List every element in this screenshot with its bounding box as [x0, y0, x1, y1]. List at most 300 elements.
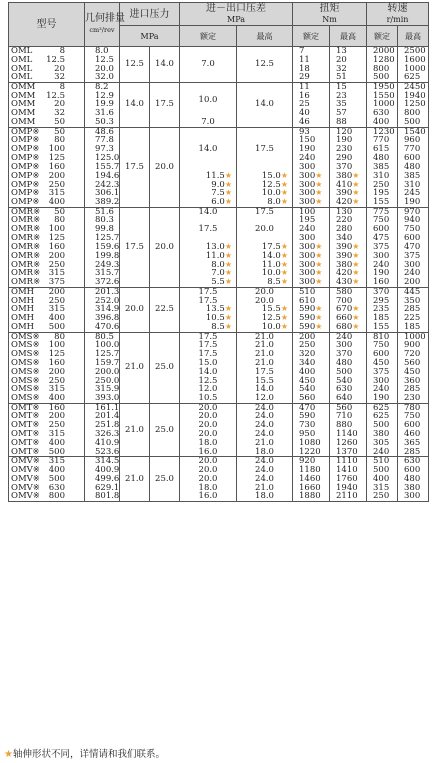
model-name: OMV※	[11, 473, 40, 484]
speed-rated-cell: 240	[367, 261, 398, 270]
table-row	[9, 47, 429, 56]
model-size: 160	[48, 357, 65, 368]
speed-rated-cell: 250	[367, 492, 398, 501]
torque-max-cell: 20	[330, 56, 367, 65]
diff-max-cell: 15.5★	[237, 305, 293, 314]
torque-rated-cell: 920	[293, 457, 330, 466]
displacement-cell: 315.9	[85, 385, 120, 394]
torque-rated-cell: 1220	[293, 448, 330, 457]
diff-max-cell: 24.0	[237, 403, 293, 412]
model-name: OMS※	[11, 393, 40, 404]
inlet-max-cell: 20.0	[150, 127, 180, 207]
displacement-cell: 251.8	[85, 421, 120, 430]
diff-rated-cell: 15.0	[180, 359, 237, 368]
inlet-rated-cell: 14.0	[120, 82, 150, 127]
torque-rated-cell: 450	[293, 376, 330, 385]
model-group	[9, 207, 429, 287]
torque-max-cell: 390★	[330, 189, 367, 198]
model-size: 375	[48, 277, 65, 288]
star-icon: ★	[224, 313, 232, 323]
model-size: 50	[54, 206, 65, 217]
diff-rated-cell: 13.0★	[180, 243, 237, 252]
displacement-cell: 393.0	[85, 394, 120, 403]
table-row	[9, 430, 429, 439]
diff-max-cell: 21.0	[237, 350, 293, 359]
diff-rated-cell: 20.0	[180, 466, 237, 475]
model-cell	[9, 287, 85, 296]
torque-max-cell: 88	[330, 118, 367, 127]
speed-max-cell: 750	[398, 412, 429, 421]
header-torque-max: 最高	[330, 26, 367, 47]
speed-rated-cell: 1550	[367, 91, 398, 100]
diff-rated-cell: 16.0	[180, 448, 237, 457]
speed-rated-cell: 630	[367, 109, 398, 118]
model-name: OMS※	[11, 375, 40, 386]
torque-max-cell: 300	[330, 341, 367, 350]
speed-rated-cell: 2000	[367, 47, 398, 56]
diff-max-cell: 21.0	[237, 359, 293, 368]
diff-max-cell: 24.0	[237, 475, 293, 484]
speed-max-cell: 385	[398, 172, 429, 181]
displacement-cell: 19.9	[85, 100, 120, 109]
table-row	[9, 439, 429, 448]
speed-rated-cell: 510	[367, 457, 398, 466]
model-name: OMP※	[11, 144, 40, 155]
model-size: 400	[48, 197, 65, 208]
star-icon: ★	[315, 259, 323, 269]
model-size: 125	[48, 349, 65, 360]
model-name: OMT※	[11, 402, 40, 413]
speed-max-cell: 970	[398, 207, 429, 216]
model-name: OMP※	[11, 126, 40, 137]
star-icon: ★	[224, 197, 232, 207]
header-torque-rated: 额定	[293, 26, 330, 47]
torque-max-cell: 370	[330, 350, 367, 359]
speed-max-cell: 300	[398, 261, 429, 270]
model-size: 8	[59, 81, 65, 92]
torque-rated-cell: 100	[293, 207, 330, 216]
torque-max-cell: 32	[330, 64, 367, 73]
displacement-cell: 470.6	[85, 323, 120, 332]
model-name: OMT※	[11, 420, 40, 431]
table-row	[9, 341, 429, 350]
speed-rated-cell: 310	[367, 172, 398, 181]
displacement-cell: 155.7	[85, 163, 120, 172]
displacement-cell: 306.1	[85, 189, 120, 198]
torque-max-cell: 1260	[330, 439, 367, 448]
diff-max-cell: 14.0★	[237, 252, 293, 261]
torque-rated-cell: 400	[293, 368, 330, 377]
model-name: OMR※	[11, 259, 41, 270]
displacement-cell: 97.3	[85, 145, 120, 154]
header-diff-rated: 额定	[180, 26, 237, 47]
table-row	[9, 368, 429, 377]
speed-rated-cell: 185	[367, 314, 398, 323]
table-row	[9, 323, 429, 332]
speed-max-cell: 460	[398, 430, 429, 439]
speed-rated-cell: 625	[367, 412, 398, 421]
speed-rated-cell: 155	[367, 323, 398, 332]
speed-rated-cell: 190	[367, 269, 398, 278]
model-group	[9, 287, 429, 332]
diff-rated-cell: 8.0★	[180, 261, 237, 270]
displacement-cell: 372.6	[85, 278, 120, 287]
speed-max-cell: 780	[398, 403, 429, 412]
model-size: 160	[48, 161, 65, 172]
model-cell	[9, 118, 85, 127]
displacement-cell: 315.7	[85, 269, 120, 278]
star-icon: ★	[352, 170, 360, 180]
speed-rated-cell: 380	[367, 430, 398, 439]
speed-rated-cell: 240	[367, 448, 398, 457]
star-icon: ★	[352, 197, 360, 207]
model-name: OMR※	[11, 224, 41, 235]
diff-max-cell: 24.0	[237, 430, 293, 439]
star-icon: ★	[315, 241, 323, 251]
star-icon: ★	[315, 170, 323, 180]
speed-rated-cell: 160	[367, 278, 398, 287]
model-size: 250	[48, 179, 65, 190]
diff-rated-cell: 17.5	[180, 287, 237, 296]
torque-rated-cell: 590★	[293, 305, 330, 314]
displacement-cell: 389.2	[85, 198, 120, 207]
table-row	[9, 457, 429, 466]
torque-rated-cell: 240	[293, 154, 330, 163]
torque-max-cell: 340	[330, 234, 367, 243]
displacement-cell: 32.0	[85, 73, 120, 82]
header-model: 型号	[9, 3, 85, 47]
diff-max-cell: 18.0	[237, 448, 293, 457]
inlet-max-cell: 22.5	[150, 287, 180, 332]
header-diff-max: 最高	[237, 26, 293, 47]
speed-max-cell: 1940	[398, 91, 429, 100]
displacement-cell: 252.0	[85, 296, 120, 305]
speed-rated-cell: 810	[367, 332, 398, 341]
torque-max-cell: 480	[330, 359, 367, 368]
displacement-cell: 201.4	[85, 412, 120, 421]
model-name: OMS※	[11, 357, 40, 368]
star-icon: ★	[352, 313, 360, 323]
displacement-cell: 125.7	[85, 234, 120, 243]
speed-rated-cell: 1280	[367, 56, 398, 65]
model-size: 250	[48, 295, 65, 306]
speed-max-cell: 285	[398, 448, 429, 457]
torque-rated-cell: 510	[293, 287, 330, 296]
speed-rated-cell: 600	[367, 225, 398, 234]
diff-max-cell: 17.5	[237, 127, 293, 171]
inlet-max-cell: 25.0	[150, 332, 180, 403]
model-name: OMM	[11, 117, 36, 127]
torque-max-cell: 430★	[330, 278, 367, 287]
diff-rated-cell: 17.5	[180, 296, 237, 305]
diff-max-cell: 10.0★	[237, 323, 293, 332]
header-inlet-pressure: 进口压力	[120, 3, 180, 26]
star-icon: ★	[280, 250, 288, 260]
model-size: 80	[54, 331, 65, 342]
star-icon: ★	[280, 241, 288, 251]
speed-rated-cell: 370	[367, 287, 398, 296]
torque-rated-cell: 590★	[293, 323, 330, 332]
displacement-cell: 499.6	[85, 475, 120, 484]
star-icon: ★	[352, 277, 360, 287]
star-icon: ★	[280, 268, 288, 278]
speed-max-cell: 230	[398, 394, 429, 403]
diff-max-cell: 20.0	[237, 216, 293, 243]
model-name: OML	[11, 63, 33, 74]
model-size: 315	[48, 384, 65, 395]
speed-rated-cell: 475	[367, 234, 398, 243]
star-icon: ★	[352, 304, 360, 314]
diff-max-cell: 20.0	[237, 296, 293, 305]
speed-max-cell: 185	[398, 323, 429, 332]
header-inlet-unit: MPa	[120, 26, 180, 47]
diff-rated-cell: 6.0★	[180, 198, 237, 207]
torque-max-cell: 680★	[330, 323, 367, 332]
star-icon: ★	[4, 749, 13, 760]
star-icon: ★	[352, 321, 360, 331]
model-name: OMM	[11, 90, 36, 101]
torque-max-cell: 380★	[330, 172, 367, 181]
torque-max-cell: 1140	[330, 430, 367, 439]
diff-max-cell: 12.0	[237, 394, 293, 403]
model-size: 315	[48, 268, 65, 279]
torque-max-cell: 710	[330, 412, 367, 421]
torque-max-cell: 280	[330, 225, 367, 234]
model-name: OML	[11, 54, 33, 65]
diff-max-cell: 21.0	[237, 484, 293, 493]
model-size: 400	[48, 313, 65, 324]
displacement-cell: 249.3	[85, 261, 120, 270]
speed-rated-cell: 600	[367, 350, 398, 359]
model-size: 100	[48, 340, 65, 351]
diff-max-cell: 20.0	[237, 287, 293, 296]
model-size: 32	[54, 72, 65, 83]
model-name: OMP※	[11, 135, 40, 146]
model-name: OMH	[11, 321, 35, 332]
torque-max-cell: 700	[330, 296, 367, 305]
torque-rated-cell: 240	[293, 225, 330, 234]
diff-rated-cell: 7.5★	[180, 189, 237, 198]
torque-rated-cell: 1660	[293, 484, 330, 493]
speed-max-cell: 720	[398, 350, 429, 359]
speed-max-cell: 200	[398, 278, 429, 287]
torque-max-cell: 630	[330, 385, 367, 394]
torque-rated-cell: 560	[293, 394, 330, 403]
torque-max-cell: 1940	[330, 484, 367, 493]
model-size: 50	[54, 126, 65, 137]
torque-rated-cell: 300★	[293, 198, 330, 207]
model-size: 32	[54, 108, 65, 119]
diff-rated-cell: 10.0	[180, 82, 237, 118]
torque-rated-cell: 1080	[293, 439, 330, 448]
diff-max-cell: 11.0★	[237, 261, 293, 270]
star-icon: ★	[315, 304, 323, 314]
torque-rated-cell: 300★	[293, 189, 330, 198]
model-name: OMH	[11, 313, 35, 324]
diff-max-cell: 15.5	[237, 376, 293, 385]
torque-rated-cell: 300★	[293, 180, 330, 189]
model-cell	[9, 492, 85, 501]
speed-max-cell: 625	[398, 73, 429, 82]
table-row	[9, 198, 429, 207]
model-name: OMS※	[11, 349, 40, 360]
torque-rated-cell: 300★	[293, 278, 330, 287]
displacement-cell: 159.7	[85, 359, 120, 368]
model-size: 250	[48, 259, 65, 270]
diff-rated-cell: 14.0	[180, 127, 237, 171]
star-icon: ★	[224, 188, 232, 198]
table-row	[9, 278, 429, 287]
speed-max-cell: 750	[398, 225, 429, 234]
inlet-max-cell: 17.5	[150, 82, 180, 127]
diff-max-cell: 10.0★	[237, 189, 293, 198]
star-icon: ★	[315, 197, 323, 207]
table-row	[9, 359, 429, 368]
displacement-cell: 194.6	[85, 172, 120, 181]
torque-rated-cell: 590	[293, 412, 330, 421]
star-icon: ★	[280, 188, 288, 198]
displacement-cell: 326.3	[85, 430, 120, 439]
model-size: 500	[48, 446, 65, 457]
torque-rated-cell: 11	[293, 56, 330, 65]
torque-max-cell: 640	[330, 394, 367, 403]
header-disp-unit: cm³/rev	[89, 26, 115, 34]
table-row	[9, 403, 429, 412]
diff-max-cell: 24.0	[237, 457, 293, 466]
table-row	[9, 376, 429, 385]
speed-max-cell: 365	[398, 439, 429, 448]
displacement-cell: 396.8	[85, 314, 120, 323]
model-size: 315	[48, 456, 65, 467]
inlet-max-cell: 20.0	[150, 207, 180, 287]
speed-rated-cell: 625	[367, 403, 398, 412]
diff-max-cell: 8.0★	[237, 198, 293, 207]
diff-max-cell: 14.0	[237, 385, 293, 394]
model-name: OMT※	[11, 438, 40, 448]
model-size: 8	[59, 46, 65, 56]
diff-rated-cell: 11.0★	[180, 252, 237, 261]
star-icon: ★	[224, 179, 232, 189]
model-name: OMS※	[11, 384, 40, 395]
torque-rated-cell: 1180	[293, 466, 330, 475]
torque-rated-cell: 730	[293, 421, 330, 430]
torque-rated-cell: 40	[293, 109, 330, 118]
model-size: 250	[48, 420, 65, 431]
torque-rated-cell: 190	[293, 145, 330, 154]
model-size: 500	[48, 473, 65, 484]
speed-rated-cell: 400	[367, 475, 398, 484]
model-size: 50	[54, 117, 65, 127]
displacement-cell: 12.9	[85, 91, 120, 100]
table-row	[9, 82, 429, 91]
torque-rated-cell: 250	[293, 341, 330, 350]
speed-max-cell: 480	[398, 163, 429, 172]
model-name: OMR※	[11, 233, 41, 244]
footnote: ★轴伸形状不同，详情请和我们联系。	[4, 749, 165, 760]
star-icon: ★	[280, 197, 288, 207]
star-icon: ★	[352, 188, 360, 198]
speed-max-cell: 1250	[398, 100, 429, 109]
displacement-cell: 12.5	[85, 56, 120, 65]
speed-max-cell: 375	[398, 252, 429, 261]
speed-max-cell: 2500	[398, 47, 429, 56]
diff-max-cell: 17.5	[237, 207, 293, 216]
star-icon: ★	[280, 277, 288, 287]
model-name: OML	[11, 46, 33, 56]
torque-max-cell: 500	[330, 368, 367, 377]
diff-max-cell: 21.0	[237, 332, 293, 341]
speed-max-cell: 1000	[398, 64, 429, 73]
torque-max-cell: 420★	[330, 269, 367, 278]
model-size: 200	[48, 366, 65, 377]
inlet-max-cell: 25.0	[150, 457, 180, 502]
model-cell	[9, 323, 85, 332]
star-icon: ★	[224, 170, 232, 180]
torque-max-cell: 370	[330, 163, 367, 172]
model-size: 400	[48, 465, 65, 476]
speed-rated-cell: 190	[367, 394, 398, 403]
speed-rated-cell: 300	[367, 252, 398, 261]
diff-max-cell: 24.0	[237, 466, 293, 475]
model-size: 315	[48, 304, 65, 315]
displacement-cell: 80.5	[85, 332, 120, 341]
speed-rated-cell: 385	[367, 163, 398, 172]
model-group	[9, 457, 429, 502]
model-group	[9, 332, 429, 403]
torque-rated-cell: 7	[293, 47, 330, 56]
inlet-rated-cell: 17.5	[120, 127, 150, 207]
displacement-cell: 51.6	[85, 207, 120, 216]
model-name: OML	[11, 72, 33, 83]
torque-rated-cell: 1460	[293, 475, 330, 484]
speed-max-cell: 800	[398, 109, 429, 118]
speed-max-cell: 310	[398, 180, 429, 189]
displacement-cell: 250.0	[85, 376, 120, 385]
torque-max-cell: 35	[330, 100, 367, 109]
speed-max-cell: 1000	[398, 332, 429, 341]
inlet-rated-cell: 21.0	[120, 457, 150, 502]
diff-rated-cell: 17.5	[180, 350, 237, 359]
speed-rated-cell: 500	[367, 466, 398, 475]
displacement-cell: 629.1	[85, 484, 120, 493]
displacement-cell: 31.6	[85, 109, 120, 118]
star-icon: ★	[280, 321, 288, 331]
torque-max-cell: 15	[330, 82, 367, 91]
star-icon: ★	[352, 250, 360, 260]
displacement-cell: 20.0	[85, 64, 120, 73]
speed-rated-cell: 1000	[367, 100, 398, 109]
model-cell	[9, 198, 85, 207]
inlet-rated-cell: 21.0	[120, 403, 150, 457]
model-size: 200	[48, 250, 65, 261]
model-name: OMS※	[11, 366, 40, 377]
diff-rated-cell: 18.0	[180, 484, 237, 493]
torque-max-cell: 220	[330, 216, 367, 225]
diff-max-cell: 12.5★	[237, 180, 293, 189]
table-row	[9, 332, 429, 341]
star-icon: ★	[352, 241, 360, 251]
speed-max-cell: 480	[398, 475, 429, 484]
model-size: 160	[48, 241, 65, 252]
diff-rated-cell: 11.5★	[180, 172, 237, 181]
inlet-max-cell: 14.0	[150, 47, 180, 83]
diff-max-cell: 8.5★	[237, 278, 293, 287]
displacement-cell: 80.3	[85, 216, 120, 225]
model-size: 630	[48, 482, 65, 493]
speed-rated-cell: 195	[367, 189, 398, 198]
torque-max-cell: 380★	[330, 261, 367, 270]
star-icon: ★	[352, 259, 360, 269]
